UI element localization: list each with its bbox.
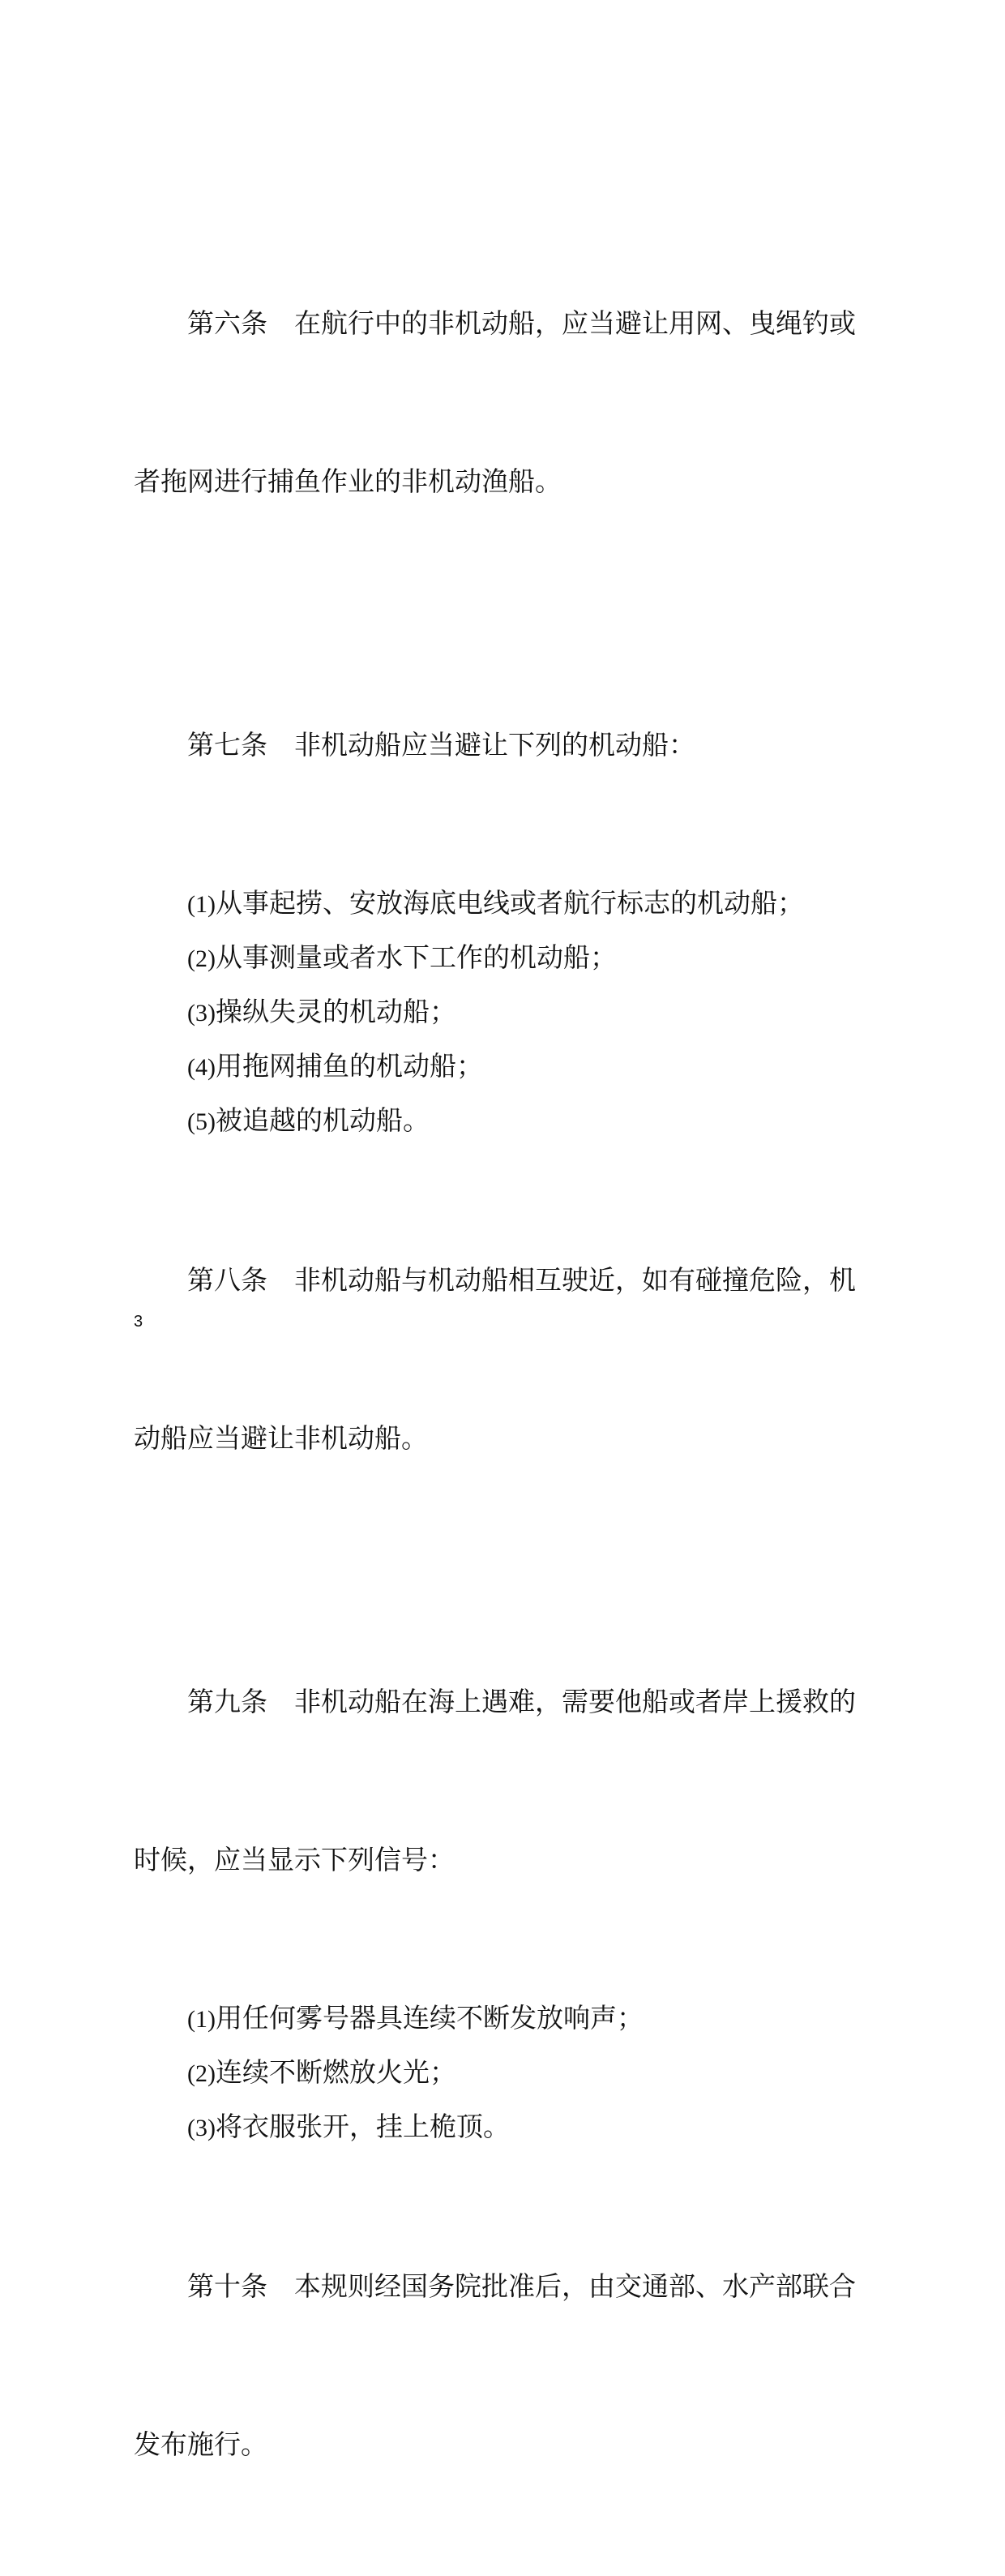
article-10-line-1: 第十条 本规则经国务院批准后，由交通部、水产部联合 [187, 2270, 856, 2302]
article-9-line-2: 时候，应当显示下列信号： [134, 1844, 455, 1875]
article-8 [134, 1148, 879, 1570]
list-item [134, 985, 879, 1039]
article-8-line-2: 动船应当避让非机动船。 [134, 1422, 428, 1454]
item-text: 从事测量或者水下工作的机动船； [215, 941, 617, 973]
page-number: 3 [134, 1313, 143, 1331]
list-item [134, 931, 879, 985]
item-number: (3) [187, 1000, 216, 1027]
article-8-line-1: 第八条 非机动船与机动船相互驶近，如有碰撞危险，机 [187, 1264, 856, 1296]
item-number: (4) [187, 1054, 216, 1081]
article-10 [134, 2154, 879, 2576]
document-body [134, 191, 879, 2576]
item-text: 用任何雾号器具连续不断发放响声； [215, 2002, 644, 2034]
list-item [134, 877, 879, 931]
item-number: (5) [187, 1108, 216, 1135]
article-9-line-1: 第九条 非机动船在海上遇难，需要他船或者岸上援救的 [187, 1686, 856, 1717]
article-7-line-1: 第七条 非机动船应当避让下列的机动船： [187, 729, 695, 761]
item-number: (3) [187, 2115, 216, 2141]
item-text: 用拖网捕鱼的机动船； [215, 1050, 483, 1082]
article-6-line-2: 者拖网进行捕鱼作业的非机动渔船。 [134, 465, 562, 497]
article-9 [134, 1570, 879, 1991]
item-text: 将衣服张开，挂上桅顶。 [215, 2111, 510, 2142]
item-text: 连续不断燃放火光； [215, 2056, 456, 2088]
list-item [134, 2100, 879, 2154]
item-text: 从事起捞、安放海底电线或者航行标志的机动船； [215, 887, 804, 919]
item-number: (1) [187, 891, 216, 918]
list-item [134, 1039, 879, 1094]
list-item [134, 1094, 879, 1148]
list-item [134, 1991, 879, 2046]
item-number: (2) [187, 2060, 216, 2087]
article-7 [134, 613, 879, 877]
article-6 [134, 191, 879, 613]
article-6-line-1: 第六条 在航行中的非机动船，应当避让用网、曳绳钓或 [187, 307, 856, 339]
item-text: 被追越的机动船。 [215, 1104, 430, 1136]
list-item [134, 2046, 879, 2100]
item-text: 操纵失灵的机动船； [215, 996, 456, 1027]
article-10-line-2: 发布施行。 [134, 2428, 267, 2460]
item-number: (2) [187, 945, 216, 972]
item-number: (1) [187, 2006, 216, 2033]
